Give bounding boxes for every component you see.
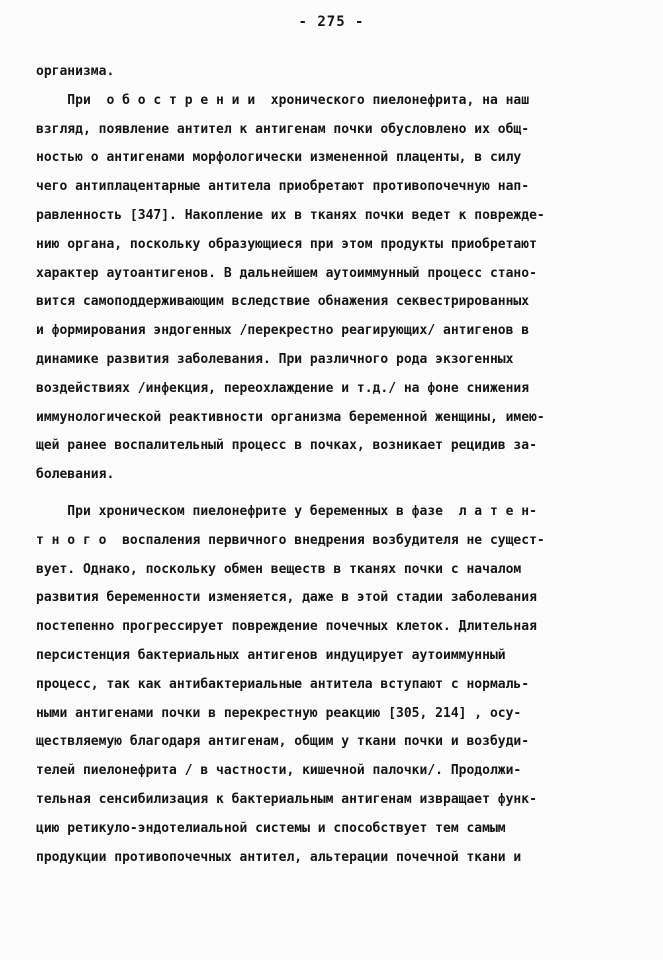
text-line: иммунологической реактивности организма беременной женщины, имею- [36,409,545,425]
text-line: воздействиях /инфекция, переохлаждение и т.д./ на фоне снижения [36,380,530,396]
text-line: При хроническом пиелонефрите у беременных в фазе л а т е н- [36,503,537,519]
text-line: и формирования эндогенных /перекрестно реагирующих/ антигенов в [36,323,530,339]
text-line: характер аутоантигенов. В дальнейшем аутоиммунный процесс стано- [36,265,537,281]
body-text [36,58,636,872]
text-line: нию органа, поскольку образующиеся при этом продукты приобретают [36,236,537,252]
text-line: ностью о антигенами морфологически измененной плаценты, в силу [36,150,522,166]
text-line: чего антиплацентарные антитела приобретают противопочечную нап- [36,179,530,195]
text-line: цию ретикуло-эндотелиальной системы и способствует тем самым [36,820,506,836]
text-line: взгляд, появление антител к антигенам почки обусловлено их общ- [36,121,530,137]
text-line: постепенно прогрессирует повреждение почечных клеток. Длительная [36,619,537,635]
text-line: щей ранее воспалительный процесс в почках, возникает рецидив за- [36,438,537,454]
text-line: организма. [36,64,115,79]
text-line: продукции противопочечных антител, альтерации почечной ткани и [36,849,522,865]
text-line: процесс, так как антибактериальные антитела вступают с нормаль- [36,676,530,692]
text-line: т н о г о воспаления первичного внедрения возбудителя не сущест- [36,532,545,548]
text-line: вует. Однако, поскольку обмен веществ в тканях почки с началом [36,561,522,577]
text-line: персистенция бактериальных антигенов индуцирует аутоиммунный [36,647,506,663]
page-number: - 275 - [298,14,365,30]
text-line: развития беременности изменяется, даже в этой стадии заболевания [36,590,537,606]
text-line: динамике развития заболевания. При различного рода экзогенных [36,351,514,367]
text-line: ществляемую благодаря антигенам, общим у ткани почки и возбуди- [36,734,530,750]
text-line: телей пиелонефрита / в частности, кишечной палочки/. Продолжи- [36,763,522,779]
text-line: равленность [347]. Накопление их в тканях почки ведет к поврежде- [36,207,545,223]
text-line: тельная сенсибилизация к бактериальным антигенам извращает функ- [36,791,537,807]
text-line: При о б о с т р е н и и хронического пиелонефрита, на наш [36,92,530,108]
text-line: ными антигенами почки в перекрестную реакцию [305, 214] , осу- [36,705,522,721]
text-line: вится самоподдерживающим вследствие обнажения секвестрированных [36,294,530,310]
text-line: болевания. [36,467,115,483]
